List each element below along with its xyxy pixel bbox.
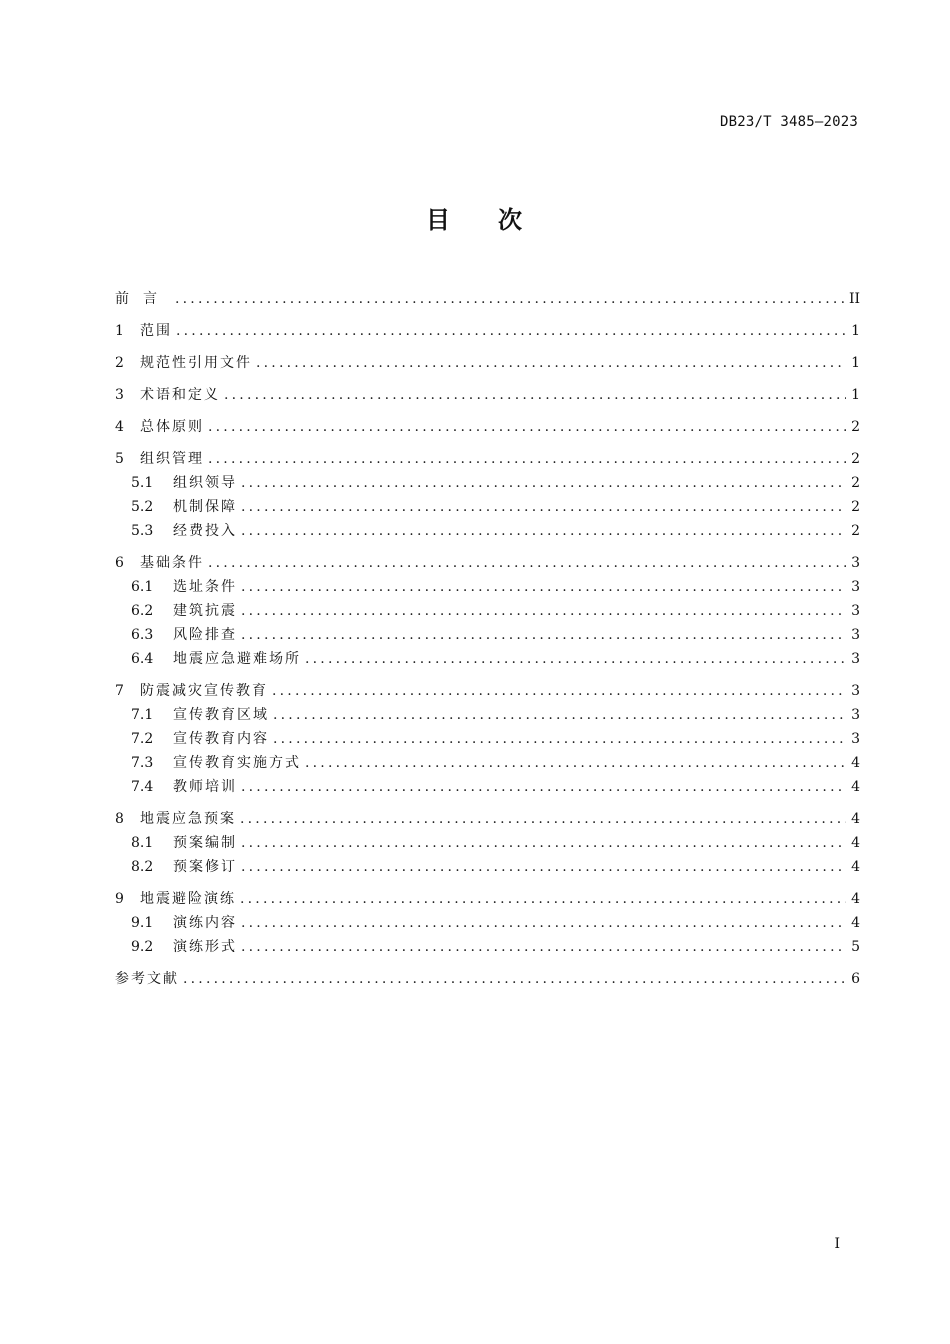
toc-entry[interactable] xyxy=(115,447,860,471)
toc-leader-dots xyxy=(241,935,846,959)
toc-entry-label: 建筑抗震 xyxy=(173,603,237,619)
toc-entry-label: 演练内容 xyxy=(173,915,237,931)
toc-entry-label: 风险排查 xyxy=(173,627,237,643)
toc-entry-page: 3 xyxy=(851,707,860,723)
toc-leader-dots xyxy=(224,383,846,407)
toc-leader-dots xyxy=(305,751,846,775)
toc-entry-label: 宣传教育实施方式 xyxy=(173,755,301,771)
toc-entry-label: 地震应急避难场所 xyxy=(173,651,301,667)
toc-title-right: 次 xyxy=(498,206,524,234)
toc-entry[interactable] xyxy=(115,727,860,751)
toc-entry-label: 选址条件 xyxy=(173,579,237,595)
toc-entry[interactable] xyxy=(115,551,860,575)
toc-entry-page: 4 xyxy=(851,915,860,931)
document-code: DB23/T 3485—2023 xyxy=(719,114,858,130)
toc-leader-dots xyxy=(256,351,846,375)
toc-leader-dots xyxy=(183,967,846,991)
toc-entry-number: 9 xyxy=(115,891,124,907)
toc-entry[interactable] xyxy=(115,383,860,407)
toc-entry-label: 宣传教育区域 xyxy=(173,707,269,723)
toc-leader-dots xyxy=(175,287,845,311)
toc-leader-dots xyxy=(241,495,846,519)
toc-leader-dots xyxy=(240,887,846,911)
toc-entry-page: 4 xyxy=(851,835,860,851)
toc-entry[interactable] xyxy=(115,679,860,703)
toc-entry-page: 4 xyxy=(851,755,860,771)
toc-entry-number: 6.4 xyxy=(131,651,154,667)
toc-entry[interactable] xyxy=(115,495,860,519)
toc-leader-dots xyxy=(241,471,846,495)
toc-leader-dots xyxy=(208,447,846,471)
toc-entry-label: 教师培训 xyxy=(173,779,237,795)
toc-entry-number: 1 xyxy=(115,323,124,339)
toc-entry-page: 3 xyxy=(851,555,860,571)
toc-entry-page: 4 xyxy=(851,859,860,875)
toc-entry[interactable] xyxy=(115,967,860,991)
toc-entry-number: 4 xyxy=(115,419,124,435)
toc-entry-page: 4 xyxy=(851,891,860,907)
toc-entry[interactable] xyxy=(115,415,860,439)
toc-entry-page: 2 xyxy=(851,419,860,435)
toc-entry-number: 9.1 xyxy=(131,915,154,931)
toc-entry-number: 6 xyxy=(115,555,124,571)
toc-entry-page: 1 xyxy=(851,355,860,371)
toc-entry[interactable] xyxy=(115,319,860,343)
toc-entry[interactable] xyxy=(115,887,860,911)
toc-entry-page: 3 xyxy=(851,683,860,699)
toc-entry-number: 8.1 xyxy=(131,835,154,851)
toc-leader-dots xyxy=(273,727,846,751)
toc-entry[interactable] xyxy=(115,775,860,799)
toc-entry-number: 5 xyxy=(115,451,124,467)
toc-entry-page: 2 xyxy=(851,499,860,515)
toc-entry[interactable] xyxy=(115,471,860,495)
toc-entry[interactable] xyxy=(115,287,860,311)
toc-leader-dots xyxy=(273,703,846,727)
toc-leader-dots xyxy=(241,831,846,855)
toc-entry-label: 宣传教育内容 xyxy=(173,731,269,747)
footer-page-number: I xyxy=(834,1236,840,1252)
toc-leader-dots xyxy=(241,855,846,879)
toc-leader-dots xyxy=(241,519,846,543)
toc-entry-number: 7.2 xyxy=(131,731,154,747)
toc-leader-dots xyxy=(176,319,846,343)
toc-entry-page: 3 xyxy=(851,731,860,747)
toc-title-left: 目 xyxy=(426,206,452,234)
toc-entry-page: 2 xyxy=(851,523,860,539)
toc-entry-number: 5.3 xyxy=(131,523,154,539)
toc-entry-number: 5.1 xyxy=(131,475,154,491)
toc-entry-page: 2 xyxy=(851,451,860,467)
toc-entry-page: 5 xyxy=(851,939,860,955)
toc-entry-label: 经费投入 xyxy=(173,523,237,539)
toc-entry-label: 演练形式 xyxy=(173,939,237,955)
toc-entry-number: 9.2 xyxy=(131,939,154,955)
toc-entry[interactable] xyxy=(115,807,860,831)
toc-entry-label: 地震避险演练 xyxy=(140,891,236,907)
toc-entry-number: 7 xyxy=(115,683,124,699)
toc-leader-dots xyxy=(241,775,846,799)
toc-entry[interactable] xyxy=(115,623,860,647)
toc-entry[interactable] xyxy=(115,519,860,543)
toc-entry-page: 1 xyxy=(851,323,860,339)
toc-entry[interactable] xyxy=(115,855,860,879)
toc-entry-page: II xyxy=(848,291,860,307)
toc-entry-number: 2 xyxy=(115,355,124,371)
toc-leader-dots xyxy=(241,575,846,599)
toc-entry-label: 组织领导 xyxy=(173,475,237,491)
toc-entry[interactable] xyxy=(115,935,860,959)
toc-entry-label: 范围 xyxy=(140,323,172,339)
toc-entry-number: 6.1 xyxy=(131,579,154,595)
toc-entry-number: 5.2 xyxy=(131,499,154,515)
toc-entry-label: 规范性引用文件 xyxy=(140,355,252,371)
toc-entry[interactable] xyxy=(115,831,860,855)
toc-entry[interactable] xyxy=(115,751,860,775)
toc-entry-label: 参考文献 xyxy=(115,971,179,987)
toc-entry-label: 术语和定义 xyxy=(140,387,220,403)
toc-leader-dots xyxy=(241,599,846,623)
toc-entry-number: 7.3 xyxy=(131,755,154,771)
toc-leader-dots xyxy=(240,807,846,831)
toc-entry-label: 预案编制 xyxy=(173,835,237,851)
toc-entry[interactable] xyxy=(115,703,860,727)
toc-entry-label: 基础条件 xyxy=(140,555,204,571)
toc-entry-label: 前言 xyxy=(115,291,171,307)
toc-entry[interactable] xyxy=(115,911,860,935)
table-of-contents xyxy=(115,287,860,991)
toc-entry[interactable] xyxy=(115,351,860,375)
toc-entry-page: 3 xyxy=(851,627,860,643)
toc-entry-number: 8 xyxy=(115,811,124,827)
toc-entry-label: 防震减灾宣传教育 xyxy=(140,683,268,699)
toc-entry-page: 4 xyxy=(851,779,860,795)
toc-leader-dots xyxy=(208,551,846,575)
toc-entry-number: 6.3 xyxy=(131,627,154,643)
toc-leader-dots xyxy=(208,415,846,439)
toc-leader-dots xyxy=(305,647,846,671)
toc-entry-page: 2 xyxy=(851,475,860,491)
toc-entry-number: 3 xyxy=(115,387,124,403)
toc-entry-label: 预案修订 xyxy=(173,859,237,875)
toc-entry[interactable] xyxy=(115,599,860,623)
toc-leader-dots xyxy=(241,623,846,647)
toc-leader-dots xyxy=(272,679,846,703)
toc-entry-label: 总体原则 xyxy=(140,419,204,435)
toc-entry-label: 地震应急预案 xyxy=(140,811,236,827)
toc-leader-dots xyxy=(241,911,846,935)
toc-entry[interactable] xyxy=(115,575,860,599)
toc-entry-number: 6.2 xyxy=(131,603,154,619)
toc-entry-page: 6 xyxy=(851,971,860,987)
toc-entry-page: 3 xyxy=(851,579,860,595)
toc-entry-page: 1 xyxy=(851,387,860,403)
toc-entry-page: 4 xyxy=(851,811,860,827)
toc-entry-number: 7.4 xyxy=(131,779,154,795)
toc-entry-number: 7.1 xyxy=(131,707,154,723)
toc-entry-page: 3 xyxy=(851,603,860,619)
toc-entry-page: 3 xyxy=(851,651,860,667)
toc-entry-number: 8.2 xyxy=(131,859,154,875)
toc-entry-label: 组织管理 xyxy=(140,451,204,467)
toc-entry-label: 机制保障 xyxy=(173,499,237,515)
toc-title xyxy=(0,200,950,235)
toc-entry[interactable] xyxy=(115,647,860,671)
